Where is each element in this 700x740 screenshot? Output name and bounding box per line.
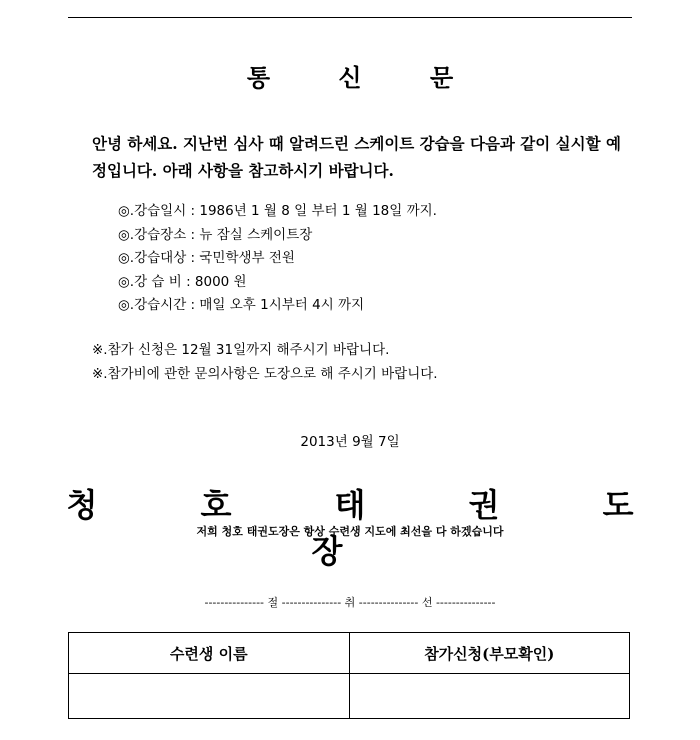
document-title: 통 신 문: [246, 63, 484, 92]
details-list: [118, 200, 638, 318]
organization-slogan: 저희 청호 태권도장은 항상 수련생 지도에 최선을 다 하겠습니다: [196, 525, 504, 538]
detail-location: ◎.강습장소 : 뉴 잠실 스케이트장: [118, 226, 313, 243]
detail-fee: ◎.강 습 비 : 8000 원: [118, 273, 247, 290]
intro-paragraph: 안녕 하세요. 지난번 심사 때 알려드린 스케이트 강습을 다음과 같이 실시할 예정입니다. 아래 사항을 참고하시기 바랍니다.: [92, 134, 621, 180]
notes-list: [92, 339, 632, 386]
organization-name: 청 호 태 권 도 장: [66, 486, 680, 570]
top-rule: [68, 17, 632, 18]
note-inquiry: ※.참가비에 관한 문의사항은 도장으로 해 주시기 바랍니다.: [92, 365, 438, 382]
note-deadline: ※.참가 신청은 12월 31일까지 해주시기 바랍니다.: [92, 342, 390, 358]
issue-date: 2013년 9월 7일: [300, 434, 400, 450]
detail-target: ◎.강습대상 : 국민학생부 전원: [118, 250, 295, 266]
detail-time: ◎.강습시간 : 매일 오후 1시부터 4시 까지: [118, 297, 365, 313]
form-cell-name: [69, 674, 350, 719]
detail-date: ◎.강습일시 : 1986년 1 월 8 일 부터 1 월 18일 까지.: [118, 203, 437, 219]
cut-line: --------------- 절 --------------- 취 --------------- 선 ---------------: [204, 596, 496, 609]
form-header-consent: 참가신청(부모확인): [349, 633, 630, 674]
form-header-name: 수련생 이름: [69, 633, 350, 674]
application-form: [68, 632, 630, 719]
form-cell-consent: [349, 674, 630, 719]
